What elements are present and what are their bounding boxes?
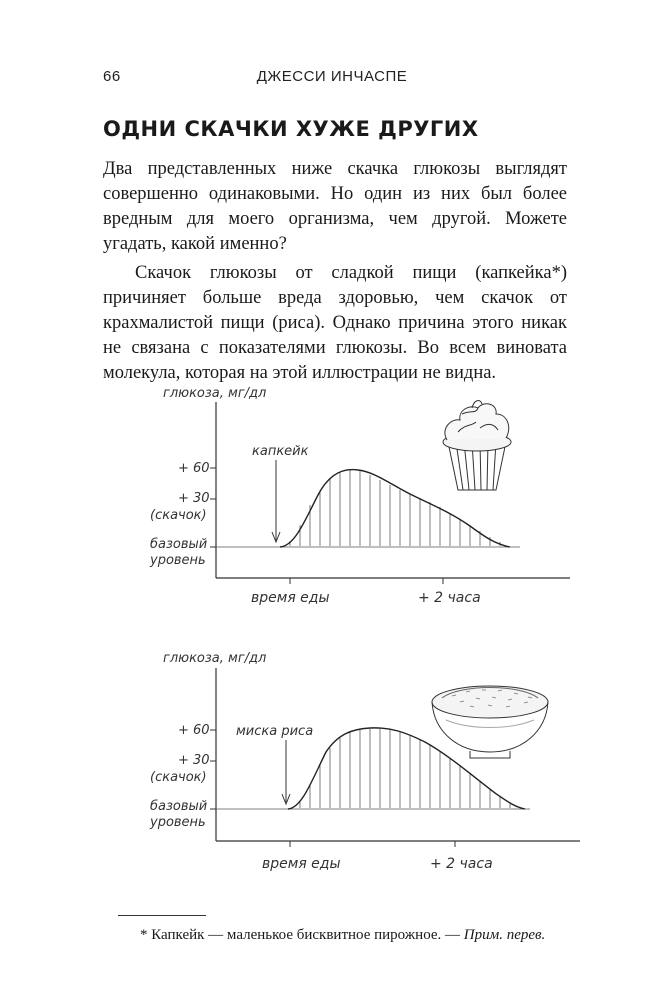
glucose-curve bbox=[288, 728, 525, 809]
x-tick-label: время еды bbox=[262, 856, 341, 872]
y-tick-label: базовый bbox=[150, 799, 208, 814]
paragraph: Два представленных ниже скачка глюкозы выглядят совершенно одинаковыми. Но один из них был более вредным для моего организма, чем другой. Можете угадать, какой именно? bbox=[103, 159, 567, 254]
curve-hatching bbox=[300, 729, 510, 808]
x-tick-label: + 2 часа bbox=[418, 590, 481, 606]
x-tick-label: + 2 часа bbox=[430, 856, 493, 872]
y-tick-label: + 30 bbox=[178, 753, 210, 768]
body-text bbox=[103, 157, 567, 386]
footnote-text: * Капкейк — маленькое бисквитное пирожное. — bbox=[140, 927, 461, 943]
glucose-chart-svg bbox=[0, 380, 664, 620]
y-axis-label: глюкоза, мг/дл bbox=[163, 651, 267, 666]
marker-label: капкейк bbox=[252, 444, 309, 459]
rice-bowl-icon bbox=[432, 686, 548, 758]
y-tick-label: + 60 bbox=[178, 461, 210, 476]
y-tick-label: базовый bbox=[150, 537, 208, 552]
y-tick-label: уровень bbox=[150, 815, 206, 830]
x-tick-label: время еды bbox=[251, 590, 330, 606]
glucose-chart-rice bbox=[0, 640, 664, 890]
y-tick-label: + 60 bbox=[178, 723, 210, 738]
footnote-divider bbox=[118, 915, 206, 916]
y-tick-label: (скачок) bbox=[150, 508, 207, 523]
y-tick-label: уровень bbox=[150, 553, 206, 568]
glucose-chart-svg bbox=[0, 640, 664, 890]
running-head: ДЖЕССИ ИНЧАСПЕ bbox=[256, 68, 408, 85]
footnote-note: Прим. перев. bbox=[463, 927, 546, 943]
paragraph: Скачок глюкозы от сладкой пищи (капкейка*) причиняет больше вреда здоровью, чем скачок от крахмалистой пищи (риса). Однако причина этого никак не связана с показателями глюкозы. Во всем виновата молекула, которая на этой иллюстрации не видна. bbox=[103, 263, 567, 383]
y-tick-label: + 30 bbox=[178, 491, 210, 506]
page-number: 66 bbox=[103, 68, 121, 85]
section-title: ОДНИ СКАЧКИ ХУЖЕ ДРУГИХ bbox=[103, 117, 479, 141]
marker-label: миска риса bbox=[236, 724, 314, 739]
glucose-chart-cupcake bbox=[0, 380, 664, 620]
cupcake-icon bbox=[443, 401, 511, 490]
footnote bbox=[140, 927, 580, 944]
y-tick-label: (скачок) bbox=[150, 770, 207, 785]
glucose-curve bbox=[280, 470, 510, 547]
y-axis-label: глюкоза, мг/дл bbox=[163, 386, 267, 401]
page-header bbox=[0, 58, 664, 88]
